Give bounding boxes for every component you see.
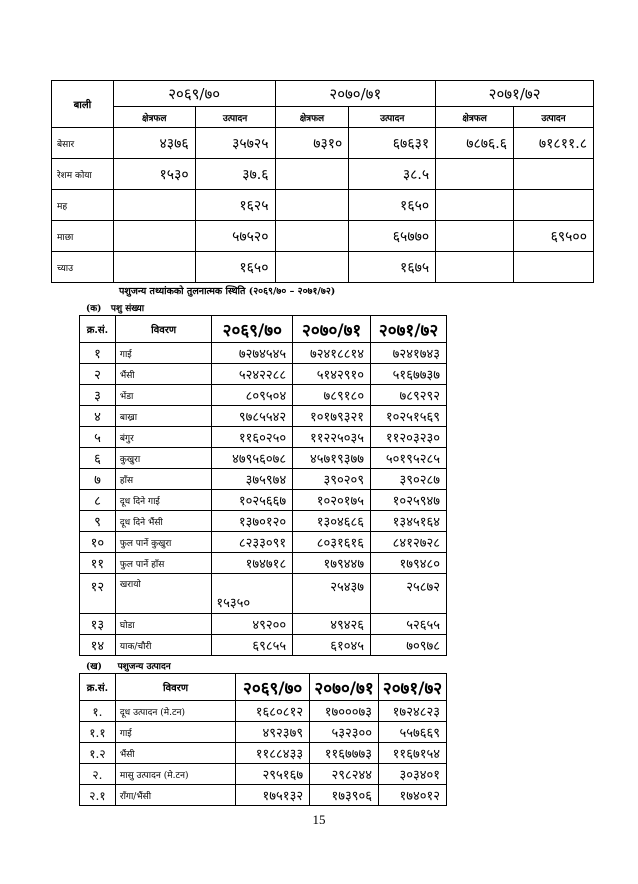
table-row bbox=[80, 343, 447, 364]
cell-value: ११६७१५४ bbox=[379, 743, 447, 764]
cell-value: ११२२५०३५ bbox=[293, 427, 371, 448]
cell-value: ७२४१७४३ bbox=[371, 343, 447, 364]
cell-value: १७२४८२३ bbox=[379, 701, 447, 722]
table-row bbox=[52, 252, 594, 283]
cell-value: ६५७७० bbox=[349, 221, 436, 252]
cell-value bbox=[436, 252, 514, 283]
table-row bbox=[80, 364, 447, 385]
year-header-1: २०६९/७० bbox=[113, 81, 275, 107]
table-row bbox=[80, 448, 447, 469]
table-row bbox=[80, 722, 447, 743]
cell-value: ७८७६.६ bbox=[436, 128, 514, 159]
section-kha-label: (ख) bbox=[86, 662, 102, 672]
row-label: कुखुरा bbox=[115, 448, 211, 469]
sn-header: क्र.सं. bbox=[80, 316, 116, 343]
cell-value: १७०००७३ bbox=[310, 701, 379, 722]
cell-value: १५३० bbox=[113, 159, 195, 190]
row-label: हाँस bbox=[115, 469, 211, 490]
serial-number: २.१ bbox=[80, 785, 116, 806]
serial-number: ९ bbox=[80, 511, 116, 532]
cell-value: १७९४८० bbox=[371, 553, 447, 574]
serial-number: २ bbox=[80, 364, 116, 385]
serial-number: ५ bbox=[80, 427, 116, 448]
cell-value bbox=[436, 190, 514, 221]
description-header: विवरण bbox=[115, 316, 211, 343]
serial-number: ८ bbox=[80, 490, 116, 511]
area-header: क्षेत्रफल bbox=[275, 107, 349, 128]
cell-value: २९८२४४ bbox=[310, 764, 379, 785]
cell-value bbox=[275, 252, 349, 283]
sn-header: क्र.सं. bbox=[80, 674, 116, 701]
cell-value: १०२५१५६९ bbox=[371, 406, 447, 427]
description-header: विवरण bbox=[115, 674, 235, 701]
row-label: घोडा bbox=[115, 614, 211, 635]
cell-value: ३७५९७४ bbox=[212, 469, 293, 490]
table-row bbox=[80, 614, 447, 635]
table-header bbox=[80, 674, 447, 701]
cell-value: ५०१९५२८५ bbox=[371, 448, 447, 469]
table-row bbox=[80, 427, 447, 448]
table-row bbox=[80, 385, 447, 406]
cell-value: १३४५१६४ bbox=[371, 511, 447, 532]
cell-value: ७२७४५४५ bbox=[212, 343, 293, 364]
cell-value bbox=[514, 159, 594, 190]
crop-name: माछा bbox=[52, 221, 114, 252]
cell-value: ११८८४३३ bbox=[236, 743, 310, 764]
cell-value: १६५० bbox=[195, 252, 275, 283]
cell-value: ३८.५ bbox=[349, 159, 436, 190]
cell-value: ३९०२८७ bbox=[371, 469, 447, 490]
table-row bbox=[80, 743, 447, 764]
page-number: 15 bbox=[312, 812, 326, 827]
cell-value: ११६०२५० bbox=[212, 427, 293, 448]
cell-value: ६९८५५ bbox=[212, 635, 293, 656]
year-header-3: २०७१/७२ bbox=[379, 674, 447, 701]
table-row bbox=[52, 221, 594, 252]
cell-value: ४९२०० bbox=[212, 614, 293, 635]
year-header-1: २०६९/७० bbox=[212, 316, 293, 343]
cell-value: ५१४२९१० bbox=[293, 364, 371, 385]
serial-number: २. bbox=[80, 764, 116, 785]
cell-value: १०२५६६७ bbox=[212, 490, 293, 511]
cell-value: ३७.६ bbox=[195, 159, 275, 190]
serial-number: १. bbox=[80, 701, 116, 722]
cell-value bbox=[436, 221, 514, 252]
crop-production-table bbox=[51, 80, 594, 283]
cell-value: ५२४२२८८ bbox=[212, 364, 293, 385]
cell-value: ३९०२०९ bbox=[293, 469, 371, 490]
production-header: उत्पादन bbox=[195, 107, 275, 128]
year-header-3: २०७१/७२ bbox=[436, 81, 594, 107]
table-row bbox=[80, 764, 447, 785]
cell-value bbox=[113, 221, 195, 252]
row-label: गाई bbox=[115, 343, 211, 364]
year-header-1: २०६९/७० bbox=[236, 674, 310, 701]
cell-value: ७८९१८० bbox=[293, 385, 371, 406]
cell-value: ६९५०० bbox=[514, 221, 594, 252]
crop-name: च्याउ bbox=[52, 252, 114, 283]
table-row bbox=[80, 635, 447, 656]
section-ka-title: पशु संख्या bbox=[110, 304, 145, 314]
table-header-years bbox=[52, 81, 594, 107]
area-header: क्षेत्रफल bbox=[436, 107, 514, 128]
livestock-count-table bbox=[79, 315, 447, 656]
cell-value: ८०९५०४ bbox=[212, 385, 293, 406]
cell-value: ६१०४५ bbox=[293, 635, 371, 656]
cell-value: १६८०८१२ bbox=[236, 701, 310, 722]
cell-value: ५२६५५ bbox=[371, 614, 447, 635]
table-row bbox=[80, 701, 447, 722]
cell-value: ५१६७७३७ bbox=[371, 364, 447, 385]
crop-name: मह bbox=[52, 190, 114, 221]
cell-value: १०१७९३२१ bbox=[293, 406, 371, 427]
cell-value bbox=[436, 159, 514, 190]
cell-value: २९५१६७ bbox=[236, 764, 310, 785]
cell-value: ८०३१६१६ bbox=[293, 532, 371, 553]
cell-value: ८४१२७२८ bbox=[371, 532, 447, 553]
section-ka-label: (क) bbox=[86, 304, 102, 314]
table-row bbox=[80, 574, 447, 614]
row-label: भैंसी bbox=[115, 743, 235, 764]
section-kha-heading bbox=[86, 659, 171, 672]
row-label: खरायो bbox=[115, 574, 211, 614]
row-label: भैंसी bbox=[115, 364, 211, 385]
cell-value: १३७०१२० bbox=[212, 511, 293, 532]
cell-value: १३०४६८६ bbox=[293, 511, 371, 532]
serial-number: ७ bbox=[80, 469, 116, 490]
cell-value: ३०३४०१ bbox=[379, 764, 447, 785]
cell-value: ७८९२९२ bbox=[371, 385, 447, 406]
area-header: क्षेत्रफल bbox=[113, 107, 195, 128]
row-label: फुल पार्ने कुखुरा bbox=[115, 532, 211, 553]
row-label: याक/चौरी bbox=[115, 635, 211, 656]
cell-value: १७४७१८ bbox=[212, 553, 293, 574]
year-header-2: २०७०/७१ bbox=[293, 316, 371, 343]
row-label: गाई bbox=[115, 722, 235, 743]
serial-number: १२ bbox=[80, 574, 116, 614]
cell-value bbox=[113, 190, 195, 221]
cell-value: ४९४२६ bbox=[293, 614, 371, 635]
production-header: उत्पादन bbox=[349, 107, 436, 128]
cell-value: ९७८५५४२ bbox=[212, 406, 293, 427]
cell-value: १७५१३२ bbox=[236, 785, 310, 806]
cell-value: ७३१० bbox=[275, 128, 349, 159]
table-row bbox=[52, 190, 594, 221]
crop-name: रेशम कोया bbox=[52, 159, 114, 190]
table-row bbox=[80, 553, 447, 574]
table-header-sub bbox=[52, 107, 594, 128]
row-label: बाख्रा bbox=[115, 406, 211, 427]
cell-value: ४९२३७९ bbox=[236, 722, 310, 743]
cell-value: ४५७१९३७७ bbox=[293, 448, 371, 469]
serial-number: १४ bbox=[80, 635, 116, 656]
serial-number: १.१ bbox=[80, 722, 116, 743]
cell-value: ३५७२५ bbox=[195, 128, 275, 159]
row-label: राँगा/भैंसी bbox=[115, 785, 235, 806]
cell-value bbox=[275, 221, 349, 252]
cell-value bbox=[514, 252, 594, 283]
section-title: पशुजन्य तथ्यांकको तुलनात्मक स्थिति (२०६९/७० – २०७१/७२) bbox=[119, 286, 336, 297]
table-row bbox=[80, 406, 447, 427]
cell-value: ७२४१८८१४ bbox=[293, 343, 371, 364]
row-label: दूध दिने गाई bbox=[115, 490, 211, 511]
cell-value bbox=[275, 159, 349, 190]
row-label: मासु उत्पादन (मे.टन) bbox=[115, 764, 235, 785]
cell-value: ५५७६६९ bbox=[379, 722, 447, 743]
crop-name: बेसार bbox=[52, 128, 114, 159]
table-row bbox=[52, 159, 594, 190]
cell-value: १०२०१७५ bbox=[293, 490, 371, 511]
cell-value: १०२५९४७ bbox=[371, 490, 447, 511]
row-label: बंगुर bbox=[115, 427, 211, 448]
cell-value bbox=[113, 252, 195, 283]
serial-number: ३ bbox=[80, 385, 116, 406]
serial-number: १३ bbox=[80, 614, 116, 635]
cell-value: १७३९०६ bbox=[310, 785, 379, 806]
year-header-2: २०७०/७१ bbox=[310, 674, 379, 701]
table-row bbox=[80, 469, 447, 490]
cell-value: १७९४४७ bbox=[293, 553, 371, 574]
table-row bbox=[80, 511, 447, 532]
cell-value bbox=[275, 190, 349, 221]
cell-value: १६५० bbox=[349, 190, 436, 221]
table-row bbox=[80, 490, 447, 511]
cell-value: ८२३३०९१ bbox=[212, 532, 293, 553]
cell-value: १६२५ bbox=[195, 190, 275, 221]
cell-value: २५४३७ bbox=[293, 574, 371, 614]
cell-value: ५७५२० bbox=[195, 221, 275, 252]
cell-value: ६७६३१ bbox=[349, 128, 436, 159]
serial-number: १० bbox=[80, 532, 116, 553]
serial-number: १ bbox=[80, 343, 116, 364]
cell-value: ७१८११.८ bbox=[514, 128, 594, 159]
table-row bbox=[52, 128, 594, 159]
cell-value: ४३७६ bbox=[113, 128, 195, 159]
section-ka-heading bbox=[86, 301, 144, 314]
row-label: फुल पार्ने हाँस bbox=[115, 553, 211, 574]
cell-value: ११६७७७३ bbox=[310, 743, 379, 764]
cell-value: ७०९७८ bbox=[371, 635, 447, 656]
section-kha-title: पशुजन्य उत्पादन bbox=[117, 662, 171, 672]
livestock-production-table bbox=[79, 673, 447, 806]
row-label: भेंडा bbox=[115, 385, 211, 406]
table-row bbox=[80, 532, 447, 553]
year-header-2: २०७०/७१ bbox=[275, 81, 436, 107]
serial-number: १.२ bbox=[80, 743, 116, 764]
cell-value: १५३५० bbox=[212, 574, 293, 614]
row-label: दूध उत्पादन (मे.टन) bbox=[115, 701, 235, 722]
production-header: उत्पादन bbox=[514, 107, 594, 128]
cell-value: १६७५ bbox=[349, 252, 436, 283]
row-label: दूध दिने भैंसी bbox=[115, 511, 211, 532]
cell-value: ४७९५६०७८ bbox=[212, 448, 293, 469]
cell-value: १७४०१२ bbox=[379, 785, 447, 806]
crop-header: बाली bbox=[52, 81, 114, 128]
cell-value: ११२०३२३० bbox=[371, 427, 447, 448]
cell-value: २५८७२ bbox=[371, 574, 447, 614]
table-header bbox=[80, 316, 447, 343]
serial-number: ६ bbox=[80, 448, 116, 469]
serial-number: ४ bbox=[80, 406, 116, 427]
serial-number: ११ bbox=[80, 553, 116, 574]
cell-value: ५३२३०० bbox=[310, 722, 379, 743]
year-header-3: २०७१/७२ bbox=[371, 316, 447, 343]
cell-value bbox=[514, 190, 594, 221]
table-row bbox=[80, 785, 447, 806]
